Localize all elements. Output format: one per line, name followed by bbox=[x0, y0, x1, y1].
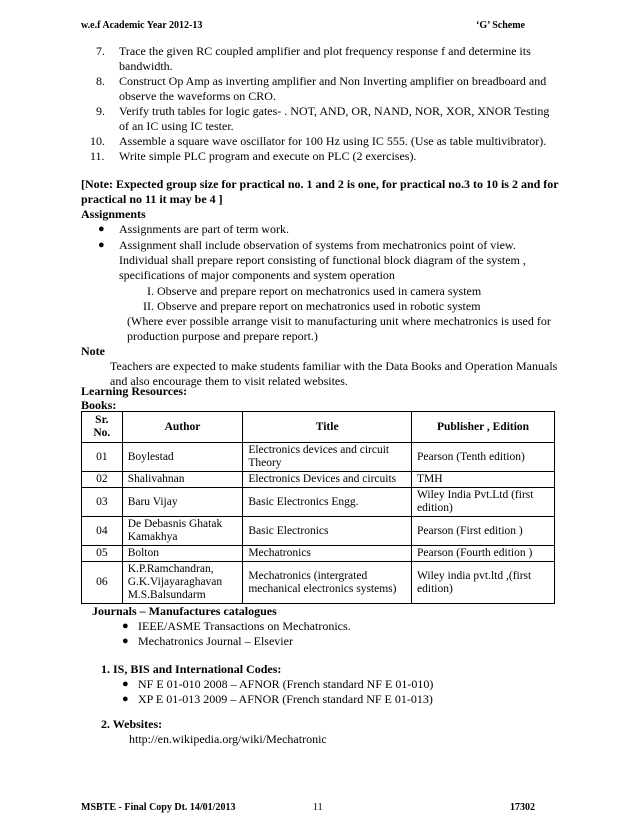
cell-sr: 03 bbox=[82, 488, 123, 517]
journals-heading: Journals – Manufactures catalogues bbox=[92, 604, 277, 618]
header-publisher: Publisher , Edition bbox=[412, 412, 555, 443]
note-heading: Note bbox=[81, 344, 105, 358]
page-number: 11 bbox=[313, 802, 323, 813]
code-item: NF E 01-010 2008 – AFNOR (French standard NF E 01-010) bbox=[138, 677, 434, 691]
cell-author: Bolton bbox=[122, 546, 243, 562]
assignment-item: Assignment shall include observation of systems from mechatronics point of view. bbox=[119, 238, 516, 252]
header-scheme: ‘G’ Scheme bbox=[476, 20, 525, 31]
practical-number: 9. bbox=[96, 104, 105, 118]
code-item: XP E 01-013 2009 – AFNOR (French standard NF E 01-013) bbox=[138, 692, 433, 706]
website-link[interactable]: http://en.wikipedia.org/wiki/Mechatronic bbox=[129, 732, 327, 746]
practical-text: Write simple PLC program and execute on PLC (2 exercises). bbox=[119, 149, 417, 163]
practical-text: Assemble a square wave oscillator for 100 Hz using IC 555. (Use as table multivibrator). bbox=[119, 134, 547, 148]
header-author: Author bbox=[122, 412, 243, 443]
bullet-icon: ● bbox=[98, 239, 105, 251]
cell-sr: 06 bbox=[82, 562, 123, 604]
bullet-icon: ● bbox=[98, 223, 105, 235]
journal-item: IEEE/ASME Transactions on Mechatronics. bbox=[138, 619, 351, 633]
books-table bbox=[81, 411, 555, 604]
bullet-icon: ● bbox=[122, 693, 129, 705]
table-row bbox=[82, 472, 555, 488]
cell-publisher: Wiley india pvt.ltd ,(first edition) bbox=[412, 562, 555, 604]
cell-publisher: Pearson (First edition ) bbox=[412, 517, 555, 546]
footer-copy-date: MSBTE - Final Copy Dt. 14/01/2013 bbox=[81, 802, 236, 813]
table-row bbox=[82, 546, 555, 562]
note-text: Teachers are expected to make students familiar with the Data Books and Operation Manuals bbox=[110, 359, 558, 373]
cell-author: Boylestad bbox=[122, 443, 243, 472]
table-row bbox=[82, 562, 555, 604]
cell-title: Basic Electronics bbox=[243, 517, 412, 546]
practical-text: Construct Op Amp as inverting amplifier and Non Inverting amplifier on breadboard and bbox=[119, 74, 547, 88]
cell-publisher: Wiley India Pvt.Ltd (first edition) bbox=[412, 488, 555, 517]
practical-text: bandwidth. bbox=[119, 59, 173, 73]
bullet-icon: ● bbox=[122, 635, 129, 647]
table-row bbox=[82, 517, 555, 546]
practical-text: Verify truth tables for logic gates- . NOT, AND, OR, NAND, NOR, XOR, XNOR Testing bbox=[119, 104, 550, 118]
learning-resources-heading: Learning Resources: bbox=[81, 384, 188, 398]
practical-number: 7. bbox=[96, 44, 105, 58]
header-title: Title bbox=[243, 412, 412, 443]
cell-sr: 02 bbox=[82, 472, 123, 488]
practical-number: 8. bbox=[96, 74, 105, 88]
assignment-item: Assignments are part of term work. bbox=[119, 222, 289, 236]
cell-title: Electronics devices and circuit Theory bbox=[243, 443, 412, 472]
cell-author: Baru Vijay bbox=[122, 488, 243, 517]
practical-text: observe the waveforms on CRO. bbox=[119, 89, 276, 103]
cell-publisher: Pearson (Tenth edition) bbox=[412, 443, 555, 472]
cell-sr: 01 bbox=[82, 443, 123, 472]
websites-heading: 2. Websites: bbox=[101, 717, 163, 731]
assignment-item: Individual shall prepare report consisting of functional block diagram of the system , bbox=[119, 253, 526, 267]
cell-sr: 05 bbox=[82, 546, 123, 562]
note-text: and also encourage them to visit related websites. bbox=[110, 374, 348, 388]
cell-author: K.P.Ramchandran, G.K.Vijayaraghavan M.S.Balsundarm bbox=[122, 562, 243, 604]
assignment-sub-item: I. Observe and prepare report on mechatronics used in camera system bbox=[147, 284, 482, 298]
cell-title: Mechatronics (intergrated mechanical electronics systems) bbox=[243, 562, 412, 604]
assignment-visit-note: (Where ever possible arrange visit to manufacturing unit where mechatronics is used for bbox=[127, 314, 551, 328]
assignment-sub-item: II. Observe and prepare report on mechatronics used in robotic system bbox=[143, 299, 481, 313]
cell-title: Basic Electronics Engg. bbox=[243, 488, 412, 517]
practical-text: of an IC using IC tester. bbox=[119, 119, 234, 133]
footer-course-code: 17302 bbox=[510, 802, 535, 813]
books-heading: Books: bbox=[81, 398, 117, 412]
bullet-icon: ● bbox=[122, 678, 129, 690]
header-academic-year: w.e.f Academic Year 2012-13 bbox=[81, 20, 203, 31]
table-header-row bbox=[82, 412, 555, 443]
table-row bbox=[82, 443, 555, 472]
cell-title: Electronics Devices and circuits bbox=[243, 472, 412, 488]
cell-publisher: TMH bbox=[412, 472, 555, 488]
assignments-heading: Assignments bbox=[81, 207, 146, 221]
assignment-item: specifications of major components and system operation bbox=[119, 268, 395, 282]
cell-title: Mechatronics bbox=[243, 546, 412, 562]
cell-sr: 04 bbox=[82, 517, 123, 546]
cell-publisher: Pearson (Fourth edition ) bbox=[412, 546, 555, 562]
group-size-note: practical no 11 it may be 4 ] bbox=[81, 192, 223, 206]
group-size-note: [Note: Expected group size for practical no. 1 and 2 is one, for practical no.3 to 10 is 2 and for bbox=[81, 177, 559, 191]
assignment-visit-note: production purpose and prepare report.) bbox=[127, 329, 318, 343]
practical-number: 10. bbox=[90, 134, 105, 148]
codes-heading: 1. IS, BIS and International Codes: bbox=[101, 662, 282, 676]
journal-item: Mechatronics Journal – Elsevier bbox=[138, 634, 293, 648]
table-row bbox=[82, 488, 555, 517]
header-sr-no: Sr. No. bbox=[82, 412, 123, 443]
practical-text: Trace the given RC coupled amplifier and plot frequency response f and determine its bbox=[119, 44, 531, 58]
cell-author: Shalivahnan bbox=[122, 472, 243, 488]
cell-author: De Debasnis Ghatak Kamakhya bbox=[122, 517, 243, 546]
practical-number: 11. bbox=[90, 149, 105, 163]
bullet-icon: ● bbox=[122, 620, 129, 632]
